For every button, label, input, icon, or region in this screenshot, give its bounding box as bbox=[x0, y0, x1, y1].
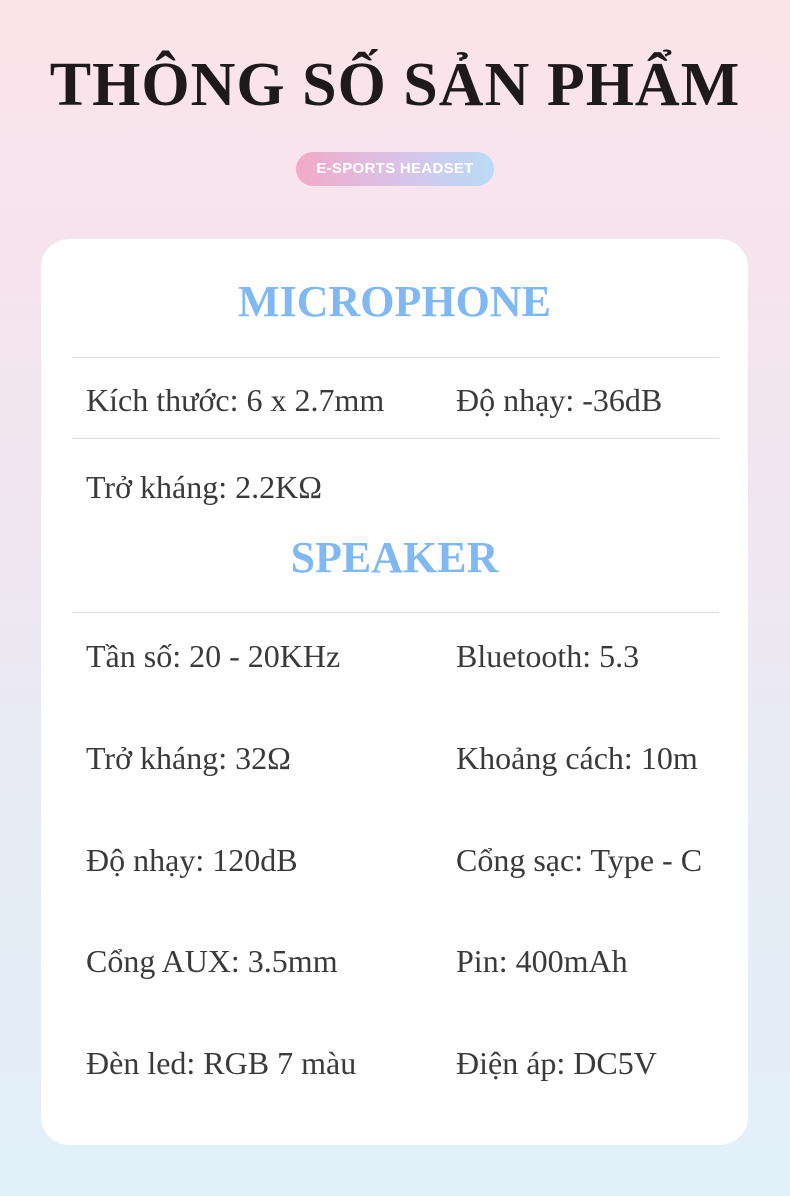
mic-spec-impedance: Trở kháng: 2.2KΩ bbox=[86, 469, 322, 505]
speaker-spec-sensitivity: Độ nhạy: 120dB bbox=[86, 842, 298, 878]
speaker-spec-battery: Pin: 400mAh bbox=[456, 943, 628, 979]
mic-spec-size: Kích thước: 6 x 2.7mm bbox=[86, 382, 385, 418]
mic-spec-sensitivity: Độ nhạy: -36dB bbox=[456, 382, 663, 418]
speaker-spec-frequency: Tần số: 20 - 20KHz bbox=[86, 638, 341, 674]
speaker-spec-impedance: Trở kháng: 32Ω bbox=[86, 740, 291, 776]
page-title: THÔNG SỐ SẢN PHẨM bbox=[49, 51, 741, 119]
product-badge: E-SPORTS HEADSET bbox=[296, 152, 494, 186]
speaker-section-title: SPEAKER bbox=[290, 533, 499, 582]
divider bbox=[72, 357, 719, 358]
speaker-spec-aux-port: Cổng AUX: 3.5mm bbox=[86, 943, 338, 979]
speaker-spec-led: Đèn led: RGB 7 màu bbox=[86, 1045, 357, 1081]
divider bbox=[72, 438, 719, 439]
speaker-spec-bluetooth: Bluetooth: 5.3 bbox=[456, 638, 640, 674]
divider bbox=[72, 612, 719, 613]
microphone-section-title: MICROPHONE bbox=[238, 277, 551, 326]
spec-card bbox=[41, 239, 748, 1145]
speaker-spec-charging-port: Cổng sạc: Type - C bbox=[456, 842, 703, 878]
speaker-spec-voltage: Điện áp: DC5V bbox=[456, 1045, 657, 1081]
speaker-spec-range: Khoảng cách: 10m bbox=[456, 740, 698, 776]
